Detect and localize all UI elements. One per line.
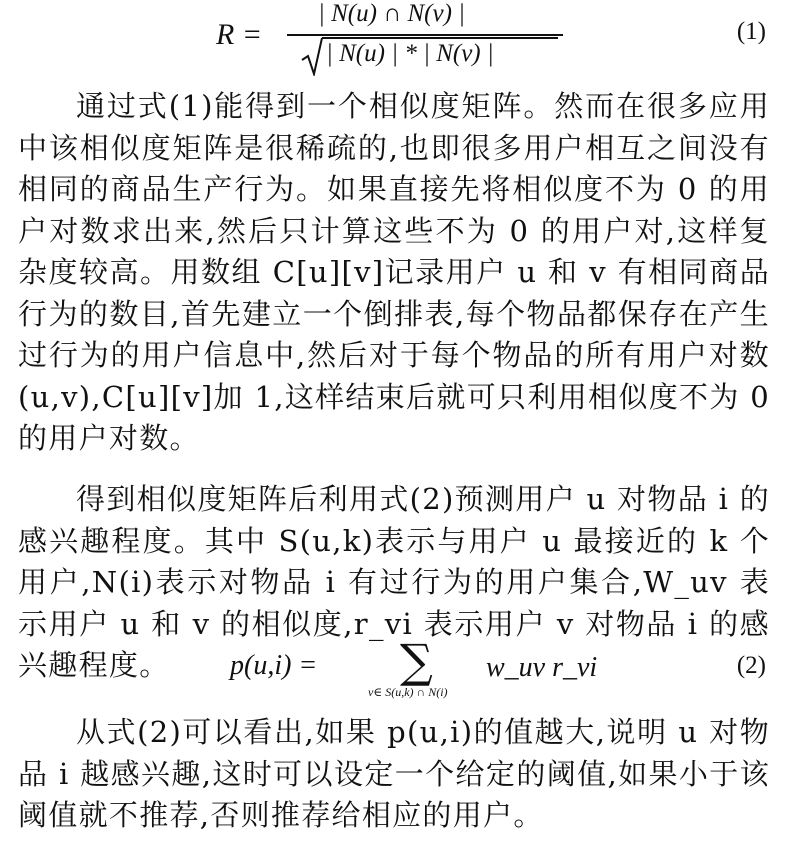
- paragraph-1-first-line: 通过式(1)能得到一个相似度矩阵。然而在很多应用: [76, 89, 770, 123]
- equation-1-lhs: R =: [216, 18, 263, 51]
- equation-1-denominator: | N(u) | * | N(v) |: [326, 40, 494, 67]
- equation-2-number: (2): [736, 652, 766, 679]
- paragraph-3-body: 品 i 越感兴趣,这时可以设定一个给定的阈值,如果小于该阈值就不推荐,否则推荐给相应的用户。: [18, 756, 770, 832]
- fraction-bar: [287, 34, 563, 36]
- summation-symbol: ∑: [400, 634, 433, 688]
- equation-2-rhs: w_uv r_vi: [486, 652, 598, 683]
- paragraph-2-first-line: 得到相似度矩阵后利用式(2)预测用户 u 对物品 i 的: [76, 482, 770, 516]
- summation-subscript: v∈ S(u,k) ∩ N(i): [368, 685, 448, 699]
- equation-2-lhs: p(u,i) =: [230, 650, 318, 681]
- sqrt-overline: [322, 37, 558, 39]
- paragraph-3: [18, 712, 770, 837]
- equation-1-numerator: | N(u) ∩ N(v) |: [318, 0, 466, 27]
- equation-1-number: (1): [736, 18, 766, 45]
- paragraph-1-body: 中该相似度矩阵是很稀疏的,也即很多用户相互之间没有相同的商品生产行为。如果直接先将相似度不为 0 的用户对数求出来,然后只计算这些不为 0 的用户对,这样复杂度较高。用数组 C[u][v]记录用户 u 和 v 有相同商品行为的数目,首先建立一个倒排表,每个物品都保存在产生过行为的用户信息中,然后对于每个物品的所有用户对数(u,v),C[u][v]加 1,这样结束后就可只利用相似度不为 0 的用户对数。: [18, 130, 770, 455]
- equation-1: [0, 0, 802, 82]
- equation-2: [0, 634, 802, 699]
- paragraph-2-body: 感兴趣程度。其中 S(u,k)表示与用户 u 最接近的 k 个用户,N(i)表示对物品 i 有过行为的用户集合,W_uv 表示用户 u 和 v 的相似度,r_vi 表示用户 v 对物品 i 的感兴趣程度。: [18, 523, 770, 682]
- paragraph-3-first-line: 从式(2)可以看出,如果 p(u,i)的值越大,说明 u 对物: [76, 715, 770, 749]
- paragraph-1: [18, 86, 770, 460]
- sqrt-icon: [300, 36, 324, 76]
